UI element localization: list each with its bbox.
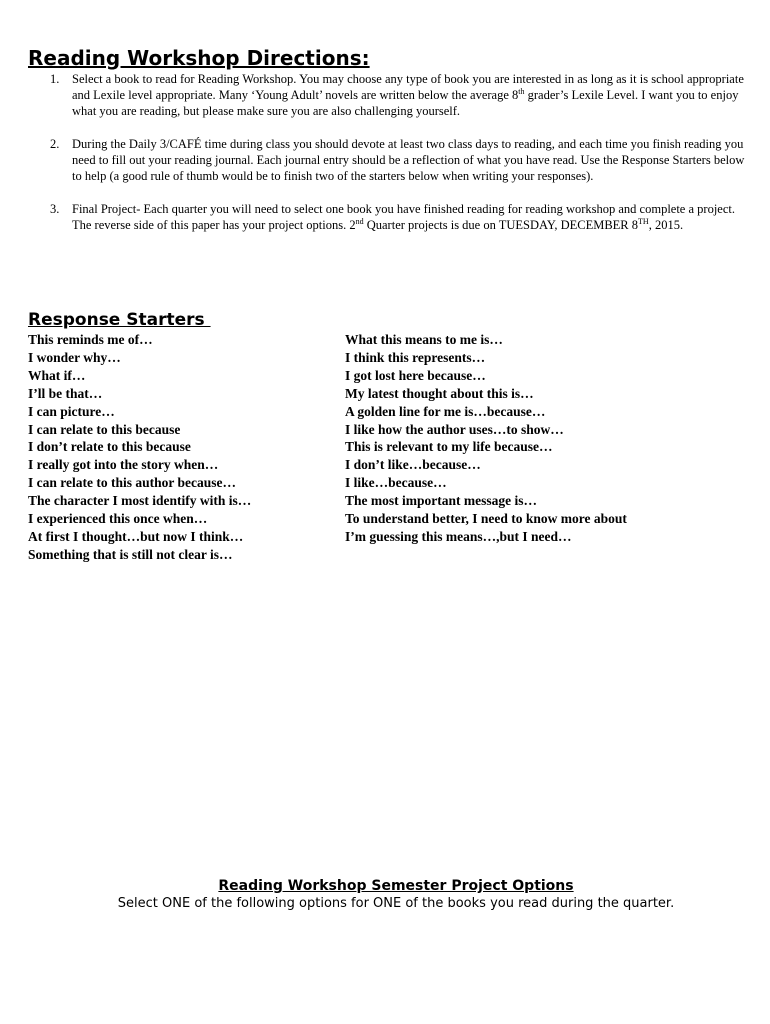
starters-left-column	[28, 331, 251, 564]
item-number: 2.	[50, 137, 60, 151]
list-item	[36, 71, 748, 119]
directions-list	[36, 71, 748, 250]
starter-item: To understand better, I need to know more about	[345, 511, 627, 527]
item-text: Final Project- Each quarter you will need to select one book you have finished reading for reading workshop and complete a project. The reverse side of this paper has your project options. 2nd Quarter projects is due on TUESDAY, DECEMBER 8TH, 2015.	[72, 202, 735, 232]
starter-item: I can relate to this author because…	[28, 475, 236, 491]
starter-item: A golden line for me is…because…	[345, 403, 546, 419]
starter-item: The most important message is…	[345, 493, 537, 509]
starter-item: Something that is still not clear is…	[28, 546, 233, 562]
page-title: Reading Workshop Directions:	[28, 46, 370, 70]
starter-item: I got lost here because…	[345, 367, 486, 383]
starter-item: I can relate to this because	[28, 421, 181, 437]
starter-item: I’ll be that…	[28, 385, 103, 401]
item-text: During the Daily 3/CAFÉ time during class you should devote at least two class days to reading, and each time you finish reading you need to fill out your reading journal. Each journal entry should be a reflection of what you have read. Use the Response Starters below to help (a good rule of thumb would be to finish two of the starters below when writing your responses).	[72, 137, 745, 183]
starter-item: I experienced this once when…	[28, 511, 208, 527]
starter-item: What this means to me is…	[345, 332, 503, 347]
response-starters-heading: Response Starters	[28, 310, 211, 330]
starter-item: I like how the author uses…to show…	[345, 421, 564, 437]
item-number: 1.	[50, 72, 60, 86]
starter-item: This reminds me of…	[28, 332, 153, 347]
starters-right-column	[345, 331, 627, 546]
list-item	[36, 136, 748, 184]
starter-item: I wonder why…	[28, 349, 121, 365]
item-number: 3.	[50, 202, 60, 216]
starter-item: What if…	[28, 367, 86, 383]
starter-item: I’m guessing this means…,but I need…	[345, 528, 572, 544]
starter-item: My latest thought about this is…	[345, 385, 534, 401]
starter-item: The character I most identify with is…	[28, 493, 252, 509]
starter-item: I don’t like…because…	[345, 457, 481, 473]
project-options-heading: Reading Workshop Semester Project Options	[218, 878, 574, 894]
item-text: Select a book to read for Reading Workshop. You may choose any type of book you are interested in as long as it is school appropriate and Lexile level appropriate. Many ‘Young Adult’ novels are written below the average 8th grader’s Lexile Level. I want you to enjoy what you are reading, but please make sure you are also challenging yourself.	[72, 72, 744, 118]
starter-item: I really got into the story when…	[28, 457, 219, 473]
project-options-instructions: Select ONE of the following options for ONE of the books you read during the quarter.	[117, 896, 675, 911]
starter-item: I can picture…	[28, 403, 115, 419]
starter-item: I like…because…	[345, 475, 447, 491]
starter-item: I think this represents…	[345, 349, 486, 365]
starter-item: I don’t relate to this because	[28, 439, 191, 455]
starter-item: At first I thought…but now I think…	[28, 528, 244, 544]
starter-item: This is relevant to my life because…	[345, 439, 553, 455]
list-item	[36, 201, 748, 233]
